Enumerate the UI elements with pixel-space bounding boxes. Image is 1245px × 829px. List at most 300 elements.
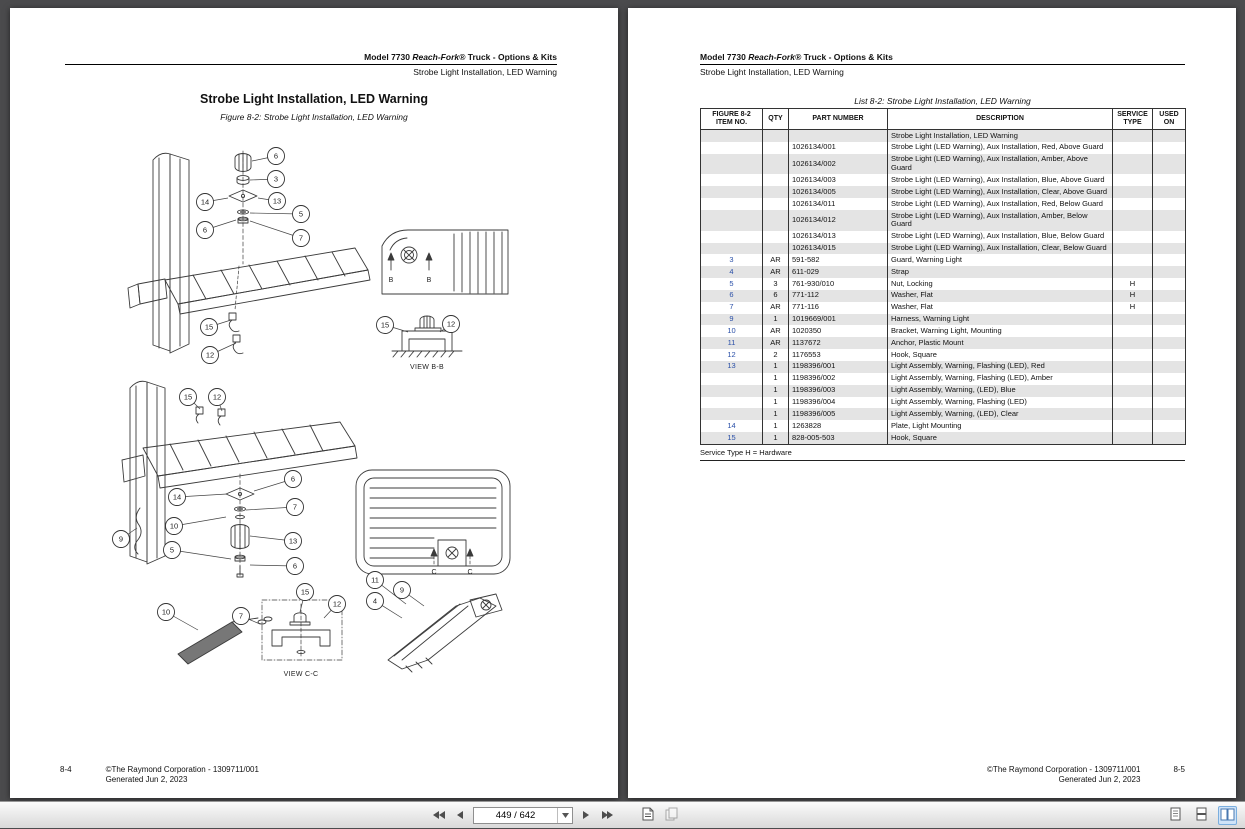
new-tab-page-button[interactable] <box>640 806 656 825</box>
cell-desc: Hook, Square <box>888 432 1113 444</box>
cell-part: 1198396/002 <box>789 373 888 385</box>
cell-svc <box>1113 154 1153 175</box>
cell-used <box>1153 290 1186 302</box>
cell-used <box>1153 373 1186 385</box>
two-pages-side-by-side-icon <box>1220 808 1235 824</box>
item-number-link[interactable]: 3 <box>701 254 763 266</box>
page-footer <box>987 765 1185 785</box>
callout-6 <box>254 471 302 492</box>
cell-part: 828-005-503 <box>789 432 888 444</box>
cell-svc <box>1113 349 1153 361</box>
callout-12 <box>440 316 460 333</box>
cell-part: 1019669/001 <box>789 314 888 326</box>
page-navigation <box>430 802 680 829</box>
cell-svc: H <box>1113 302 1153 314</box>
table-row <box>701 174 1186 186</box>
cell-svc <box>1113 432 1153 444</box>
figure-artwork <box>122 151 510 672</box>
footer-generated: Generated Jun 2, 2023 <box>105 775 188 784</box>
cell-desc: Strobe Light (LED Warning), Aux Installation, Clear, Below Guard <box>888 243 1113 255</box>
section-letter-c2: C <box>467 569 473 576</box>
table-row <box>701 243 1186 255</box>
cell-used <box>1153 142 1186 154</box>
cell-item <box>701 142 763 154</box>
svg-text:6: 6 <box>290 474 296 484</box>
header-suffix: Truck - Options & Kits <box>801 52 893 62</box>
cell-used <box>1153 231 1186 243</box>
cell-qty <box>763 130 789 142</box>
cell-desc: Hook, Square <box>888 349 1113 361</box>
item-number-link[interactable]: 13 <box>701 361 763 373</box>
header-section-title: Strobe Light Installation, LED Warning <box>700 67 844 78</box>
cell-qty <box>763 198 789 210</box>
callout-12 <box>209 389 226 412</box>
svg-text:14: 14 <box>172 492 182 502</box>
cell-part: 611-029 <box>789 266 888 278</box>
cell-used <box>1153 337 1186 349</box>
mast-upper <box>153 153 189 353</box>
table-row <box>701 432 1186 444</box>
cell-qty <box>763 142 789 154</box>
cell-desc: Strobe Light (LED Warning), Aux Installation, Amber, Above Guard <box>888 154 1113 175</box>
cell-svc <box>1113 266 1153 278</box>
platform-upper <box>128 248 370 314</box>
page-number-input[interactable] <box>474 809 557 823</box>
callout-13 <box>250 533 302 550</box>
table-row <box>701 302 1186 314</box>
page-title: Strobe Light Installation, LED Warning <box>199 92 428 106</box>
svg-text:3: 3 <box>273 174 279 184</box>
cell-used <box>1153 420 1186 432</box>
svg-text:10: 10 <box>161 607 171 617</box>
cell-used <box>1153 174 1186 186</box>
cell-qty: 1 <box>763 373 789 385</box>
cell-desc: Washer, Flat <box>888 302 1113 314</box>
cell-desc: Strobe Light (LED Warning), Aux Installation, Amber, Below Guard <box>888 210 1113 231</box>
strobe-stack-upper <box>229 151 257 264</box>
cell-svc <box>1113 254 1153 266</box>
svg-text:7: 7 <box>292 502 298 512</box>
cell-svc <box>1113 408 1153 420</box>
cell-svc: H <box>1113 290 1153 302</box>
cell-svc <box>1113 385 1153 397</box>
cell-item <box>701 373 763 385</box>
mast-lower <box>130 381 165 564</box>
footer-generated: Generated Jun 2, 2023 <box>1058 775 1141 784</box>
svg-text:13: 13 <box>288 536 298 546</box>
section-letter-b1: B <box>388 277 394 284</box>
cell-used <box>1153 130 1186 142</box>
cell-desc: Harness, Warning Light <box>888 314 1113 326</box>
table-row <box>701 408 1186 420</box>
item-number-link[interactable]: 12 <box>701 349 763 361</box>
cell-qty: AR <box>763 254 789 266</box>
table-row <box>701 186 1186 198</box>
col-header-desc: DESCRIPTION <box>888 109 1113 130</box>
guard-leg-side-view <box>388 594 502 672</box>
cell-used <box>1153 210 1186 231</box>
cell-part <box>789 130 888 142</box>
cell-part: 1026134/003 <box>789 174 888 186</box>
svg-text:11: 11 <box>371 575 379 585</box>
cell-desc: Strobe Light (LED Warning), Aux Installation, Blue, Above Guard <box>888 174 1113 186</box>
cell-svc: H <box>1113 278 1153 290</box>
page-number: 8-5 <box>1173 765 1185 774</box>
hooks-upper <box>229 266 243 354</box>
svg-text:15: 15 <box>204 322 214 332</box>
cell-part: 1026134/013 <box>789 231 888 243</box>
svg-text:15: 15 <box>183 392 193 402</box>
table-header-row <box>701 109 1186 130</box>
cell-part: 1176553 <box>789 349 888 361</box>
cell-desc: Strap <box>888 266 1113 278</box>
svg-text:12: 12 <box>332 599 342 609</box>
left-triangle-icon <box>456 808 464 823</box>
next-page-button[interactable] <box>580 807 592 824</box>
svg-text:12: 12 <box>446 319 456 329</box>
cell-used <box>1153 186 1186 198</box>
cell-item <box>701 243 763 255</box>
cell-qty: AR <box>763 337 789 349</box>
cell-item <box>701 385 763 397</box>
guard-top-view <box>356 470 510 574</box>
item-number-link[interactable]: 9 <box>701 314 763 326</box>
table-row <box>701 397 1186 409</box>
cell-desc: Strobe Light (LED Warning), Aux Installation, Red, Below Guard <box>888 198 1113 210</box>
cell-part: 1020350 <box>789 325 888 337</box>
footer-block <box>987 765 1140 785</box>
callout-9 <box>394 582 425 607</box>
col-header-used: USED ON <box>1153 109 1186 130</box>
cell-svc <box>1113 210 1153 231</box>
section-letter-c1: C <box>431 569 437 576</box>
table-row <box>701 154 1186 175</box>
cell-qty: 6 <box>763 290 789 302</box>
two-pages-icon <box>665 807 678 824</box>
svg-text:12: 12 <box>212 392 222 402</box>
cell-desc: Bracket, Warning Light, Mounting <box>888 325 1113 337</box>
cell-svc <box>1113 142 1153 154</box>
cell-desc: Washer, Flat <box>888 290 1113 302</box>
cell-desc: Nut, Locking <box>888 278 1113 290</box>
table-row <box>701 349 1186 361</box>
table-row <box>701 254 1186 266</box>
item-number-link[interactable]: 11 <box>701 337 763 349</box>
table-row <box>701 385 1186 397</box>
table-row <box>701 373 1186 385</box>
page-view-modes <box>1166 802 1237 829</box>
cell-part: 1198396/001 <box>789 361 888 373</box>
cell-svc <box>1113 361 1153 373</box>
cell-used <box>1153 408 1186 420</box>
cell-used <box>1153 266 1186 278</box>
cell-used <box>1153 198 1186 210</box>
facing-pages-view-button[interactable] <box>1218 806 1237 825</box>
cell-part: 771-116 <box>789 302 888 314</box>
cell-svc <box>1113 174 1153 186</box>
header-model: Model 7730 <box>700 52 749 62</box>
callout-7 <box>250 221 310 247</box>
svg-text:4: 4 <box>372 596 378 606</box>
figure-caption: Figure 8-2: Strobe Light Installation, LED Warning <box>220 112 408 122</box>
cell-used <box>1153 243 1186 255</box>
table-row <box>701 266 1186 278</box>
callout-12 <box>202 343 237 364</box>
cell-used <box>1153 254 1186 266</box>
guard-corner-section <box>382 230 508 294</box>
cell-desc: Strobe Light (LED Warning), Aux Installation, Blue, Below Guard <box>888 231 1113 243</box>
previous-page-button[interactable] <box>454 807 466 824</box>
cell-svc <box>1113 314 1153 326</box>
cell-used <box>1153 314 1186 326</box>
cell-part: 1026134/001 <box>789 142 888 154</box>
mast-tip-pointer <box>178 617 272 664</box>
svg-text:9: 9 <box>399 585 405 595</box>
cell-part: 1198396/003 <box>789 385 888 397</box>
svg-text:6: 6 <box>292 561 298 571</box>
cell-used <box>1153 325 1186 337</box>
cell-qty <box>763 154 789 175</box>
double-left-triangle-icon <box>432 808 445 823</box>
cell-item <box>701 186 763 198</box>
svg-text:9: 9 <box>118 534 124 544</box>
table-row <box>701 142 1186 154</box>
table-row <box>701 290 1186 302</box>
svg-text:15: 15 <box>300 587 310 597</box>
single-page-icon <box>1170 807 1181 824</box>
page-left <box>10 8 618 798</box>
cell-desc: Guard, Warning Light <box>888 254 1113 266</box>
cell-desc: Light Assembly, Warning, Flashing (LED), Amber <box>888 373 1113 385</box>
cell-desc: Plate, Light Mounting <box>888 420 1113 432</box>
svg-text:10: 10 <box>169 521 179 531</box>
cell-part: 1026134/012 <box>789 210 888 231</box>
table-row <box>701 130 1186 142</box>
parts-table-wrap <box>700 108 1185 461</box>
callout-14 <box>169 489 228 506</box>
callout-10 <box>158 604 199 631</box>
cell-desc: Light Assembly, Warning, (LED), Blue <box>888 385 1113 397</box>
cell-qty: 1 <box>763 385 789 397</box>
item-number-link[interactable]: 15 <box>701 432 763 444</box>
item-number-link[interactable]: 7 <box>701 302 763 314</box>
cell-item <box>701 231 763 243</box>
header-brand: Reach-Fork® <box>412 52 466 62</box>
cell-item <box>701 408 763 420</box>
svg-text:6: 6 <box>273 151 279 161</box>
duplicate-page-button[interactable] <box>663 806 680 825</box>
table-row <box>701 278 1186 290</box>
item-number-link[interactable]: 4 <box>701 266 763 278</box>
col-header-qty: QTY <box>763 109 789 130</box>
cell-qty: 1 <box>763 314 789 326</box>
view-bb-label: VIEW B-B <box>410 364 444 371</box>
cell-desc: Strobe Light (LED Warning), Aux Installation, Red, Above Guard <box>888 142 1113 154</box>
svg-text:7: 7 <box>238 611 244 621</box>
cell-desc: Light Assembly, Warning, Flashing (LED) <box>888 397 1113 409</box>
callout-6 <box>252 148 285 165</box>
cell-qty: 3 <box>763 278 789 290</box>
table-row <box>701 361 1186 373</box>
section-letter-b2: B <box>426 277 432 284</box>
cell-used <box>1153 302 1186 314</box>
callout-7 <box>246 499 304 516</box>
svg-text:5: 5 <box>298 209 304 219</box>
svg-text:5: 5 <box>169 545 175 555</box>
col-header-service: SERVICE TYPE <box>1113 109 1153 130</box>
cell-part: 1198396/004 <box>789 397 888 409</box>
col-header-item: FIGURE 8-2 ITEM NO. <box>701 109 763 130</box>
cell-part: 1137672 <box>789 337 888 349</box>
page-with-lines-icon <box>1196 807 1207 824</box>
cell-qty: 1 <box>763 432 789 444</box>
cell-qty: 1 <box>763 361 789 373</box>
header-brand: Reach-Fork® <box>748 52 802 62</box>
item-number-link[interactable]: 14 <box>701 420 763 432</box>
cell-used <box>1153 385 1186 397</box>
cell-svc <box>1113 325 1153 337</box>
header-model: Model 7730 <box>364 52 413 62</box>
cell-desc: Light Assembly, Warning, (LED), Clear <box>888 408 1113 420</box>
cell-qty <box>763 186 789 198</box>
cell-part: 761-930/010 <box>789 278 888 290</box>
page-footer <box>60 765 259 785</box>
cell-part: 1026134/011 <box>789 198 888 210</box>
cell-qty <box>763 231 789 243</box>
callout-5 <box>164 542 232 560</box>
header-section-title: Strobe Light Installation, LED Warning <box>413 67 557 78</box>
table-row <box>701 210 1186 231</box>
cell-svc <box>1113 130 1153 142</box>
item-number-link[interactable]: 6 <box>701 290 763 302</box>
table-row <box>701 198 1186 210</box>
col-header-part: PART NUMBER <box>789 109 888 130</box>
svg-text:12: 12 <box>205 350 215 360</box>
cell-svc <box>1113 231 1153 243</box>
cell-used <box>1153 432 1186 444</box>
parts-table-body <box>701 130 1186 445</box>
hooks-lower <box>196 407 225 425</box>
cell-part: 771-112 <box>789 290 888 302</box>
callout-15 <box>180 389 201 410</box>
callout-10 <box>166 517 227 535</box>
svg-text:14: 14 <box>200 197 210 207</box>
single-page-view-button[interactable] <box>1166 806 1185 825</box>
callout-15 <box>201 319 232 336</box>
double-right-triangle-icon <box>601 808 614 823</box>
strobe-stack-lower <box>226 474 254 578</box>
service-type-footnote: Service Type H = Hardware <box>700 447 792 457</box>
page-number-combo[interactable] <box>473 807 573 824</box>
callout-3 <box>250 171 285 188</box>
item-number-link[interactable]: 10 <box>701 325 763 337</box>
cell-item <box>701 397 763 409</box>
last-page-button[interactable] <box>599 807 616 824</box>
table-row <box>701 314 1186 326</box>
cell-desc: Light Assembly, Warning, Flashing (LED), Red <box>888 361 1113 373</box>
cell-part: 1026134/005 <box>789 186 888 198</box>
svg-text:7: 7 <box>298 233 304 243</box>
callout-7 <box>233 608 261 625</box>
svg-text:15: 15 <box>380 320 390 330</box>
cell-part: 591-582 <box>789 254 888 266</box>
cell-svc <box>1113 420 1153 432</box>
cell-svc <box>1113 337 1153 349</box>
footer-copyright: ©The Raymond Corporation - 1309711/001 <box>105 765 259 774</box>
cell-part: 1026134/015 <box>789 243 888 255</box>
cell-desc: Anchor, Plastic Mount <box>888 337 1113 349</box>
cell-used <box>1153 397 1186 409</box>
cell-used <box>1153 361 1186 373</box>
cell-part: 1198396/005 <box>789 408 888 420</box>
cell-qty <box>763 210 789 231</box>
cell-item <box>701 154 763 175</box>
cell-qty: AR <box>763 266 789 278</box>
callout-9 <box>113 528 138 548</box>
first-page-button[interactable] <box>430 807 447 824</box>
header-doc-title <box>700 52 1185 63</box>
cell-part: 1026134/002 <box>789 154 888 175</box>
parts-table <box>700 108 1186 445</box>
table-row <box>701 420 1186 432</box>
viewer-toolbar <box>0 801 1245 828</box>
callout-14 <box>197 194 229 211</box>
cell-item <box>701 210 763 231</box>
cell-item <box>701 198 763 210</box>
cell-desc: Strobe Light (LED Warning), Aux Installation, Clear, Above Guard <box>888 186 1113 198</box>
figure-8-2-diagram <box>10 8 618 708</box>
cell-svc <box>1113 243 1153 255</box>
cell-part: 1263828 <box>789 420 888 432</box>
header-rule <box>700 64 1185 65</box>
page-header <box>700 52 1185 78</box>
cell-svc <box>1113 198 1153 210</box>
combo-dropdown-arrow-icon[interactable] <box>557 808 572 823</box>
cell-qty: AR <box>763 325 789 337</box>
figure-labels <box>284 277 473 678</box>
cell-qty: 2 <box>763 349 789 361</box>
page-number: 8-4 <box>60 765 72 774</box>
svg-text:13: 13 <box>272 196 282 206</box>
cell-used <box>1153 349 1186 361</box>
cell-svc <box>1113 397 1153 409</box>
cell-item <box>701 174 763 186</box>
cell-svc <box>1113 186 1153 198</box>
cell-qty: 1 <box>763 397 789 409</box>
footer-copyright: ©The Raymond Corporation - 1309711/001 <box>987 765 1141 774</box>
cell-qty <box>763 243 789 255</box>
cell-used <box>1153 154 1186 175</box>
callout-13 <box>258 193 286 210</box>
cell-qty: AR <box>763 302 789 314</box>
cell-qty: 1 <box>763 408 789 420</box>
continuous-view-button[interactable] <box>1192 806 1211 825</box>
table-row <box>701 231 1186 243</box>
table-row <box>701 325 1186 337</box>
cell-svc <box>1113 373 1153 385</box>
cell-qty <box>763 174 789 186</box>
table-end-rule <box>700 460 1185 461</box>
item-number-link[interactable]: 5 <box>701 278 763 290</box>
cell-used <box>1153 278 1186 290</box>
page-with-fold-icon <box>642 807 654 824</box>
callout-6 <box>197 220 237 239</box>
footer-block <box>106 765 259 785</box>
table-row <box>701 337 1186 349</box>
svg-text:6: 6 <box>202 225 208 235</box>
page-right <box>628 8 1236 798</box>
list-caption: List 8-2: Strobe Light Installation, LED Warning <box>854 96 1031 106</box>
